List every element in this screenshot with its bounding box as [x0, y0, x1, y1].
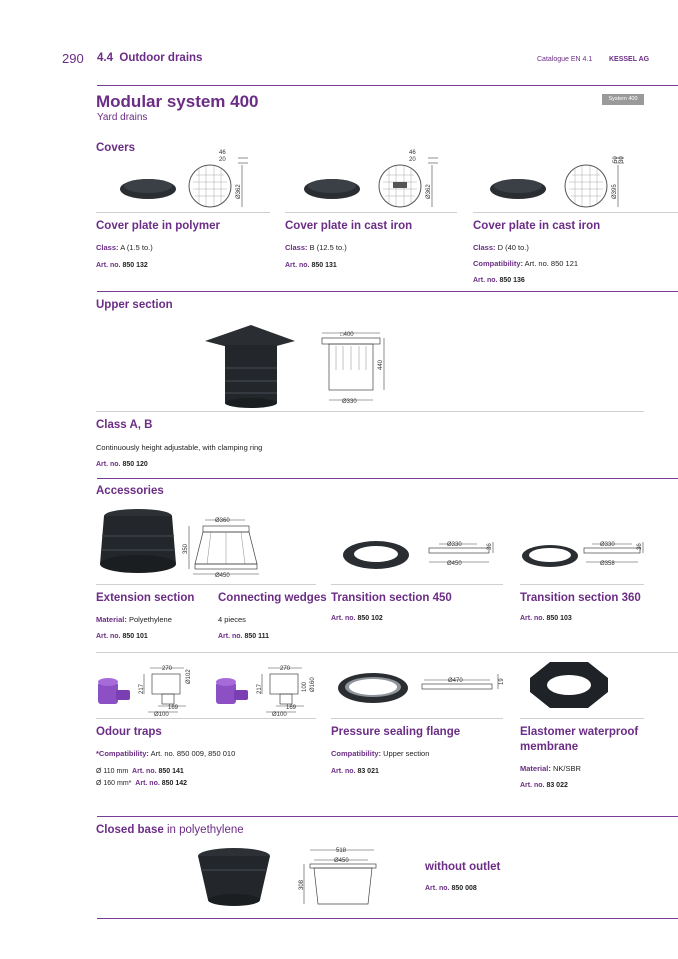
cover1-title: Cover plate in polymer	[96, 220, 220, 232]
cover-castiron-d-image	[488, 172, 548, 202]
transition360-title: Transition section 360	[520, 592, 641, 604]
flange-dim-height: 19	[499, 678, 505, 685]
row3-rule-3	[520, 718, 644, 719]
odour-trap-110-drawing	[138, 662, 198, 718]
cover1-dim-b: 20	[219, 157, 226, 163]
base-dim-width: 518	[336, 848, 347, 854]
upper-dim-height: 440	[378, 359, 384, 370]
base-heading: Closed base in polyethylene	[96, 824, 244, 836]
page-number: 290	[62, 51, 84, 66]
row3-rule-2	[331, 718, 503, 719]
cover1-rule	[96, 212, 270, 213]
cover3-title: Cover plate in cast iron	[473, 220, 601, 232]
trap1-dim-width: 270	[162, 666, 173, 672]
odour-trap-160-drawing	[256, 662, 322, 718]
cover2-title: Cover plate in cast iron	[285, 220, 413, 232]
base-dim-dia: Ø450	[334, 858, 349, 864]
trap1-dim-dia: Ø102	[186, 669, 192, 684]
t360-dim-height: 36	[637, 543, 643, 550]
trap2-dim-depth: 169	[286, 705, 297, 711]
cover1-dim-a: 46	[219, 150, 226, 156]
extension-art: Art. no. 850 101	[96, 633, 148, 640]
covers-heading: Covers	[96, 142, 135, 154]
header-rule	[97, 85, 678, 86]
cover3-dim-b: 30	[619, 156, 625, 163]
row3-bottom-rule	[97, 816, 678, 817]
cover-polymer-image	[118, 172, 178, 202]
section-title: 4.4 Outdoor drains	[97, 52, 203, 64]
flange-title: Pressure sealing flange	[331, 726, 461, 738]
row3-rule-1	[96, 718, 316, 719]
closed-base-drawing	[298, 844, 388, 914]
transition-450-drawing	[425, 538, 497, 572]
odour-compat: *Compatibility: Art. no. 850 009, 850 010	[96, 749, 236, 758]
odour-variant-160: Ø 160 mm* Art. no. 850 142	[96, 780, 188, 787]
cover-castiron-b-image	[302, 172, 362, 202]
cover2-dim-a: 46	[409, 150, 416, 156]
transition-360-drawing	[582, 538, 648, 572]
transition450-art: Art. no. 850 102	[331, 615, 383, 622]
t450-dim-top: Ø330	[447, 542, 462, 548]
membrane-material: Material: NK/SBR	[520, 764, 581, 773]
extension-section-image	[98, 506, 178, 582]
upper-description: Continuously height adjustable, with clamping ring	[96, 443, 263, 452]
upper-heading: Upper section	[96, 299, 173, 311]
cover1-dim-c: Ø362	[236, 184, 242, 199]
cover-castiron-d-drawing	[562, 155, 642, 210]
system-badge: System 400	[602, 94, 644, 105]
acc3-rule	[520, 584, 644, 585]
ext-dim-dia-bottom: Ø450	[215, 573, 230, 579]
covers-bottom-rule	[97, 291, 678, 292]
transition360-art: Art. no. 850 103	[520, 615, 572, 622]
base-bottom-rule	[97, 918, 678, 919]
upper-dim-square: □400	[340, 332, 354, 338]
t450-dim-height: 36	[487, 543, 493, 550]
trap2-dim-inner: 100	[302, 681, 308, 692]
cover2-class: Class: B (12.5 to.)	[285, 243, 347, 252]
wedges-title: Connecting wedges	[218, 592, 327, 604]
odour-title: Odour traps	[96, 726, 162, 738]
upper-rule	[96, 411, 644, 412]
transition-450-image	[341, 537, 411, 573]
trap2-dim-height: 217	[257, 683, 263, 694]
catalogue-label: Catalogue EN 4.1	[537, 56, 593, 63]
wedges-pieces: 4 pieces	[218, 615, 246, 624]
transition450-title: Transition section 450	[331, 592, 452, 604]
base-variant: without outlet	[425, 861, 501, 873]
t360-dim-bottom: Ø358	[600, 561, 615, 567]
acc1-rule	[96, 584, 316, 585]
trap2-dim-dia: Ø160	[310, 677, 316, 692]
extension-section-drawing	[185, 514, 275, 580]
membrane-image	[530, 662, 608, 708]
cover-polymer-drawing	[186, 150, 266, 210]
base-art: Art. no. 850 008	[425, 885, 477, 892]
flange-compat: Compatibility: Upper section	[331, 749, 430, 758]
odour-variant-110: Ø 110 mm Art. no. 850 141	[96, 768, 184, 775]
trap1-dim-depth: 169	[168, 705, 179, 711]
flange-dim-dia: Ø470	[448, 678, 463, 684]
company-label: KESSEL AG	[609, 56, 650, 63]
extension-title: Extension section	[96, 592, 195, 604]
upper-class-heading: Class A, B	[96, 419, 153, 431]
cover3-class: Class: D (40 to.)	[473, 243, 529, 252]
trap2-dim-width: 270	[280, 666, 291, 672]
flange-art: Art. no. 83 021	[331, 768, 379, 775]
acc2-rule	[331, 584, 503, 585]
extension-material: Material: Polyethylene	[96, 615, 172, 624]
trap2-dim-outlet: Ø100	[272, 712, 287, 718]
cover3-dim-c: Ø395	[612, 184, 618, 199]
cover3-art: Art. no. 850 136	[473, 277, 525, 284]
accessories-heading: Accessories	[96, 485, 164, 497]
odour-trap-110-image	[94, 670, 134, 710]
page-subtitle: Yard drains	[97, 112, 148, 123]
page-title: Modular system 400	[96, 92, 259, 111]
cover1-class: Class: A (1.5 to.)	[96, 243, 153, 252]
membrane-title-2: membrane	[520, 741, 579, 753]
t450-dim-bottom: Ø450	[447, 561, 462, 567]
cover2-dim-c: Ø362	[426, 184, 432, 199]
t360-dim-top: Ø330	[600, 542, 615, 548]
cover2-rule	[285, 212, 457, 213]
upper-art: Art. no. 850 120	[96, 461, 148, 468]
wedges-art: Art. no. 850 111	[218, 633, 269, 640]
ext-dim-dia-top: Ø360	[215, 518, 230, 524]
cover1-art: Art. no. 850 132	[96, 262, 148, 269]
cover3-rule	[473, 212, 678, 213]
trap1-dim-outlet: Ø100	[154, 712, 169, 718]
upper-bottom-rule	[97, 478, 678, 479]
upper-section-image	[205, 323, 297, 408]
accessories-row-rule	[96, 652, 678, 653]
upper-section-drawing	[318, 330, 388, 410]
sealing-flange-image	[336, 670, 410, 706]
trap1-dim-height: 217	[139, 683, 145, 694]
cover3-dim-a: 50	[613, 156, 619, 163]
odour-trap-160-image	[212, 670, 252, 710]
cover2-dim-b: 20	[409, 157, 416, 163]
cover-castiron-b-drawing	[376, 150, 456, 210]
ext-dim-height: 350	[183, 543, 189, 554]
membrane-art: Art. no. 83 022	[520, 782, 568, 789]
cover2-art: Art. no. 850 131	[285, 262, 337, 269]
sealing-flange-drawing	[420, 672, 504, 698]
membrane-title-1: Elastomer waterproof	[520, 726, 639, 738]
cover3-compat: Compatibility: Art. no. 850 121	[473, 259, 579, 268]
base-dim-height: 308	[299, 879, 305, 890]
transition-360-image	[520, 541, 580, 571]
upper-dim-dia: Ø330	[342, 399, 357, 405]
closed-base-image	[196, 846, 272, 910]
